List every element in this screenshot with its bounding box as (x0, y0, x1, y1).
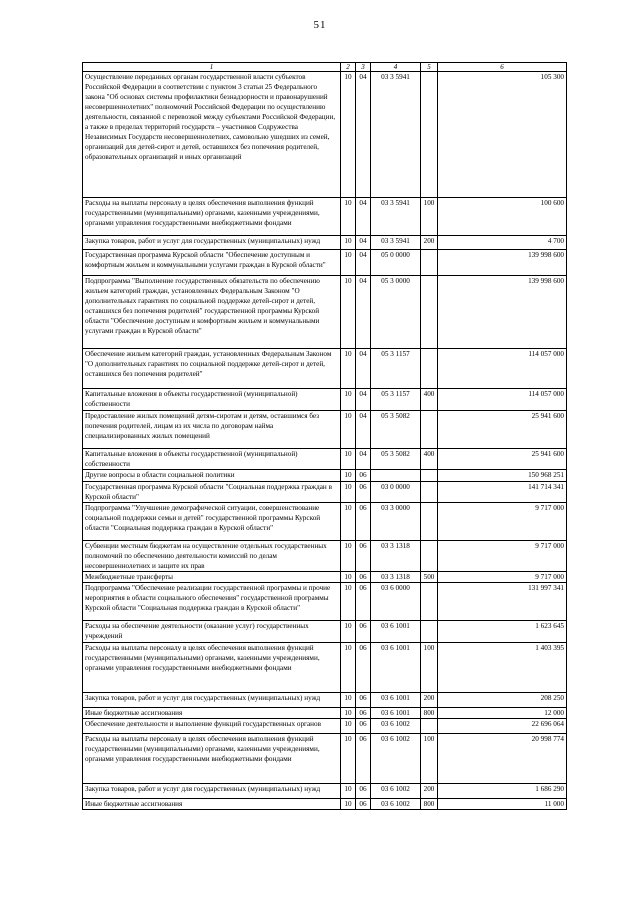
cell-name: Закупка товаров, работ и услуг для государственных (муниципальных) нужд (83, 236, 341, 250)
cell-amount: 9 717 000 (438, 572, 567, 583)
cell-vr (421, 72, 438, 198)
table-row (83, 389, 567, 411)
cell-pr: 04 (356, 250, 371, 276)
cell-rz: 10 (341, 250, 356, 276)
cell-rz: 10 (341, 621, 356, 643)
cell-rz: 10 (341, 72, 356, 198)
cell-cs: 03 6 1002 (371, 719, 421, 734)
cell-amount: 25 941 600 (438, 411, 567, 449)
cell-name: Обеспечение жильем категорий граждан, установленных Федеральным Законом "О дополнительных гарантиях по социальной поддержке детей-сирот и детей, оставшихся без попечения родителей" (83, 349, 341, 389)
table-row (83, 583, 567, 621)
cell-amount: 9 717 000 (438, 503, 567, 541)
cell-vr: 400 (421, 389, 438, 411)
header-cell-name: 1 (83, 63, 341, 72)
cell-name: Расходы на обеспечение деятельности (оказание услуг) государственных учреждений (83, 621, 341, 643)
cell-pr: 06 (356, 541, 371, 572)
cell-amount: 139 998 600 (438, 276, 567, 349)
cell-rz: 10 (341, 236, 356, 250)
cell-name: Капитальные вложения в объекты государственной (муниципальной) собственности (83, 449, 341, 470)
cell-amount: 208 250 (438, 693, 567, 708)
cell-amount: 100 600 (438, 198, 567, 236)
cell-vr: 500 (421, 572, 438, 583)
header-cell-vr: 5 (421, 63, 438, 72)
cell-cs: 03 3 1318 (371, 541, 421, 572)
cell-amount: 1 623 645 (438, 621, 567, 643)
cell-name: Субвенции местным бюджетам на осуществление отдельных государственных полномочий по обеспечению деятельности комиссий по делам несовершеннолетних и защите их прав (83, 541, 341, 572)
cell-rz: 10 (341, 693, 356, 708)
cell-amount: 139 998 600 (438, 250, 567, 276)
cell-vr (421, 541, 438, 572)
cell-rz: 10 (341, 389, 356, 411)
cell-vr (421, 482, 438, 503)
cell-name: Закупка товаров, работ и услуг для государственных (муниципальных) нужд (83, 784, 341, 799)
cell-cs: 03 6 1001 (371, 693, 421, 708)
cell-cs (371, 470, 421, 482)
cell-vr (421, 621, 438, 643)
cell-rz: 10 (341, 734, 356, 784)
cell-pr: 04 (356, 236, 371, 250)
cell-name: Капитальные вложения в объекты государственной (муниципальной) собственности (83, 389, 341, 411)
cell-name: Расходы на выплаты персоналу в целях обеспечения выполнения функций государственными (муниципальными) органами, казенными учреждениями, органами управления государственными внебюджетными фондами (83, 643, 341, 693)
cell-amount: 11 000 (438, 799, 567, 810)
table-row (83, 482, 567, 503)
cell-rz: 10 (341, 719, 356, 734)
cell-cs: 03 6 1002 (371, 784, 421, 799)
table-row (83, 784, 567, 799)
table-row (83, 643, 567, 693)
cell-cs: 03 3 5941 (371, 198, 421, 236)
table-row (83, 719, 567, 734)
cell-amount: 150 968 251 (438, 470, 567, 482)
cell-pr: 06 (356, 643, 371, 693)
cell-cs: 03 3 1318 (371, 572, 421, 583)
table-row (83, 276, 567, 349)
cell-amount: 114 057 000 (438, 389, 567, 411)
cell-cs: 03 6 0000 (371, 583, 421, 621)
cell-cs: 05 3 5082 (371, 449, 421, 470)
cell-rz: 10 (341, 643, 356, 693)
cell-rz: 10 (341, 708, 356, 719)
cell-amount: 114 057 000 (438, 349, 567, 389)
cell-cs: 03 3 5941 (371, 72, 421, 198)
table-row (83, 449, 567, 470)
cell-vr (421, 583, 438, 621)
table-header-row (83, 63, 567, 72)
cell-pr: 06 (356, 572, 371, 583)
cell-rz: 10 (341, 583, 356, 621)
cell-vr: 200 (421, 784, 438, 799)
cell-pr: 06 (356, 482, 371, 503)
cell-rz: 10 (341, 411, 356, 449)
table-row (83, 349, 567, 389)
cell-name: Расходы на выплаты персоналу в целях обеспечения выполнения функций государственными (муниципальными) органами, казенными учреждениями, органами управления государственными внебюджетными фондами (83, 734, 341, 784)
cell-vr (421, 276, 438, 349)
cell-cs: 03 3 5941 (371, 236, 421, 250)
cell-cs: 03 6 1001 (371, 621, 421, 643)
cell-name: Другие вопросы в области социальной политики (83, 470, 341, 482)
cell-amount: 9 717 000 (438, 541, 567, 572)
cell-name: Закупка товаров, работ и услуг для государственных (муниципальных) нужд (83, 693, 341, 708)
cell-amount: 25 941 600 (438, 449, 567, 470)
cell-vr (421, 719, 438, 734)
cell-cs: 05 3 1157 (371, 389, 421, 411)
cell-cs: 03 6 1002 (371, 734, 421, 784)
cell-cs: 05 3 1157 (371, 349, 421, 389)
cell-name: Иные бюджетные ассигнования (83, 708, 341, 719)
cell-vr (421, 250, 438, 276)
table-row (83, 621, 567, 643)
cell-rz: 10 (341, 449, 356, 470)
cell-cs: 03 0 0000 (371, 482, 421, 503)
cell-amount: 1 686 290 (438, 784, 567, 799)
cell-vr: 100 (421, 643, 438, 693)
cell-pr: 06 (356, 693, 371, 708)
cell-vr: 800 (421, 799, 438, 810)
cell-vr: 200 (421, 236, 438, 250)
cell-amount: 12 000 (438, 708, 567, 719)
cell-vr: 800 (421, 708, 438, 719)
header-cell-amount: 6 (438, 63, 567, 72)
cell-cs: 03 6 1001 (371, 643, 421, 693)
cell-pr: 04 (356, 349, 371, 389)
cell-rz: 10 (341, 503, 356, 541)
cell-pr: 04 (356, 389, 371, 411)
table-row (83, 236, 567, 250)
cell-rz: 10 (341, 482, 356, 503)
budget-table-body (83, 72, 567, 810)
table-row (83, 503, 567, 541)
cell-pr: 04 (356, 449, 371, 470)
cell-amount: 4 700 (438, 236, 567, 250)
cell-name: Подпрограмма "Обеспечение реализации государственной программы и прочие мероприятия в области социального обеспечения" государственной программы Курской области "Социальная поддержка граждан в Курской области" (83, 583, 341, 621)
cell-name: Обеспечение деятельности и выполнение функций государственных органов (83, 719, 341, 734)
cell-amount: 141 714 341 (438, 482, 567, 503)
table-row (83, 799, 567, 810)
cell-vr: 100 (421, 734, 438, 784)
page-number: 51 (313, 19, 327, 31)
cell-pr: 04 (356, 276, 371, 349)
table-row (83, 72, 567, 198)
cell-rz: 10 (341, 799, 356, 810)
cell-pr: 04 (356, 72, 371, 198)
cell-pr: 06 (356, 799, 371, 810)
table-row (83, 470, 567, 482)
cell-rz: 10 (341, 784, 356, 799)
table-row (83, 572, 567, 583)
cell-pr: 04 (356, 411, 371, 449)
cell-cs: 03 6 1002 (371, 799, 421, 810)
cell-name: Подпрограмма "Улучшение демографической ситуации, совершенствование социальной поддержки семьи и детей" государственной программы Курской области "Социальная поддержка граждан в Курской области" (83, 503, 341, 541)
cell-name: Государственная программа Курской области "Обеспечение доступным и комфортным жильем и коммунальными услугами граждан в Курской области" (83, 250, 341, 276)
cell-name: Расходы на выплаты персоналу в целях обеспечения выполнения функций государственными (муниципальными) органами, казенными учреждениями, органами управления государственными внебюджетными фондами (83, 198, 341, 236)
cell-pr: 06 (356, 621, 371, 643)
cell-name: Государственная программа Курской области "Социальная поддержка граждан в Курской области" (83, 482, 341, 503)
table-row (83, 541, 567, 572)
table-row (83, 250, 567, 276)
header-cell-pr: 3 (356, 63, 371, 72)
cell-rz: 10 (341, 276, 356, 349)
table-row (83, 411, 567, 449)
cell-amount: 131 997 341 (438, 583, 567, 621)
cell-amount: 20 998 774 (438, 734, 567, 784)
header-cell-rz: 2 (341, 63, 356, 72)
cell-vr: 100 (421, 198, 438, 236)
cell-vr (421, 470, 438, 482)
cell-pr: 06 (356, 708, 371, 719)
cell-name: Предоставление жилых помещений детям-сиротам и детям, оставшимся без попечения родителей, лицам из их числа по договорам найма специализированных жилых помещений (83, 411, 341, 449)
cell-name: Иные бюджетные ассигнования (83, 799, 341, 810)
cell-vr: 200 (421, 693, 438, 708)
cell-vr (421, 349, 438, 389)
cell-pr: 06 (356, 503, 371, 541)
table-row (83, 734, 567, 784)
cell-pr: 06 (356, 470, 371, 482)
cell-rz: 10 (341, 470, 356, 482)
cell-vr (421, 411, 438, 449)
cell-pr: 04 (356, 198, 371, 236)
header-cell-cs: 4 (371, 63, 421, 72)
cell-rz: 10 (341, 541, 356, 572)
cell-name: Подпрограмма "Выполнение государственных обязательств по обеспечению жильем категорий граждан, установленных Федеральным Законом "О дополнительных гарантиях по социальной поддержке детей-сирот и детей, оставшихся без попечения родителей" государственной программы Курской области "Обеспечение доступным и комфортным жильем и коммунальными услугами граждан в Курской области" (83, 276, 341, 349)
cell-pr: 06 (356, 583, 371, 621)
cell-cs: 05 3 5082 (371, 411, 421, 449)
cell-cs: 03 3 0000 (371, 503, 421, 541)
table-row (83, 708, 567, 719)
cell-pr: 06 (356, 734, 371, 784)
table-row (83, 693, 567, 708)
table-row (83, 198, 567, 236)
cell-amount: 105 300 (438, 72, 567, 198)
cell-vr (421, 503, 438, 541)
cell-amount: 1 403 395 (438, 643, 567, 693)
cell-rz: 10 (341, 572, 356, 583)
budget-table (82, 62, 567, 810)
cell-name: Межбюджетные трансферты (83, 572, 341, 583)
cell-cs: 03 6 1001 (371, 708, 421, 719)
cell-amount: 22 696 064 (438, 719, 567, 734)
cell-name: Осуществление переданных органам государственной власти субъектов Российской Федерации в соответствии с пунктом 3 статьи 25 Федерального закона "Об основах системы профилактики безнадзорности и правонарушений несовершеннолетних" полномочий Российской Федерации по осуществлению деятельности, связанной с перевозкой между субъектами Российской Федерации, а также в пределах территорий государств – участников Содружества Независимых Государств несовершеннолетних, самовольно ушедших из семей, организаций для детей-сирот и детей, оставшихся без попечения родителей, образовательных организаций и иных организаций (83, 72, 341, 198)
cell-cs: 05 0 0000 (371, 250, 421, 276)
cell-rz: 10 (341, 349, 356, 389)
cell-rz: 10 (341, 198, 356, 236)
cell-pr: 06 (356, 784, 371, 799)
cell-cs: 05 3 0000 (371, 276, 421, 349)
cell-pr: 06 (356, 719, 371, 734)
cell-vr: 400 (421, 449, 438, 470)
